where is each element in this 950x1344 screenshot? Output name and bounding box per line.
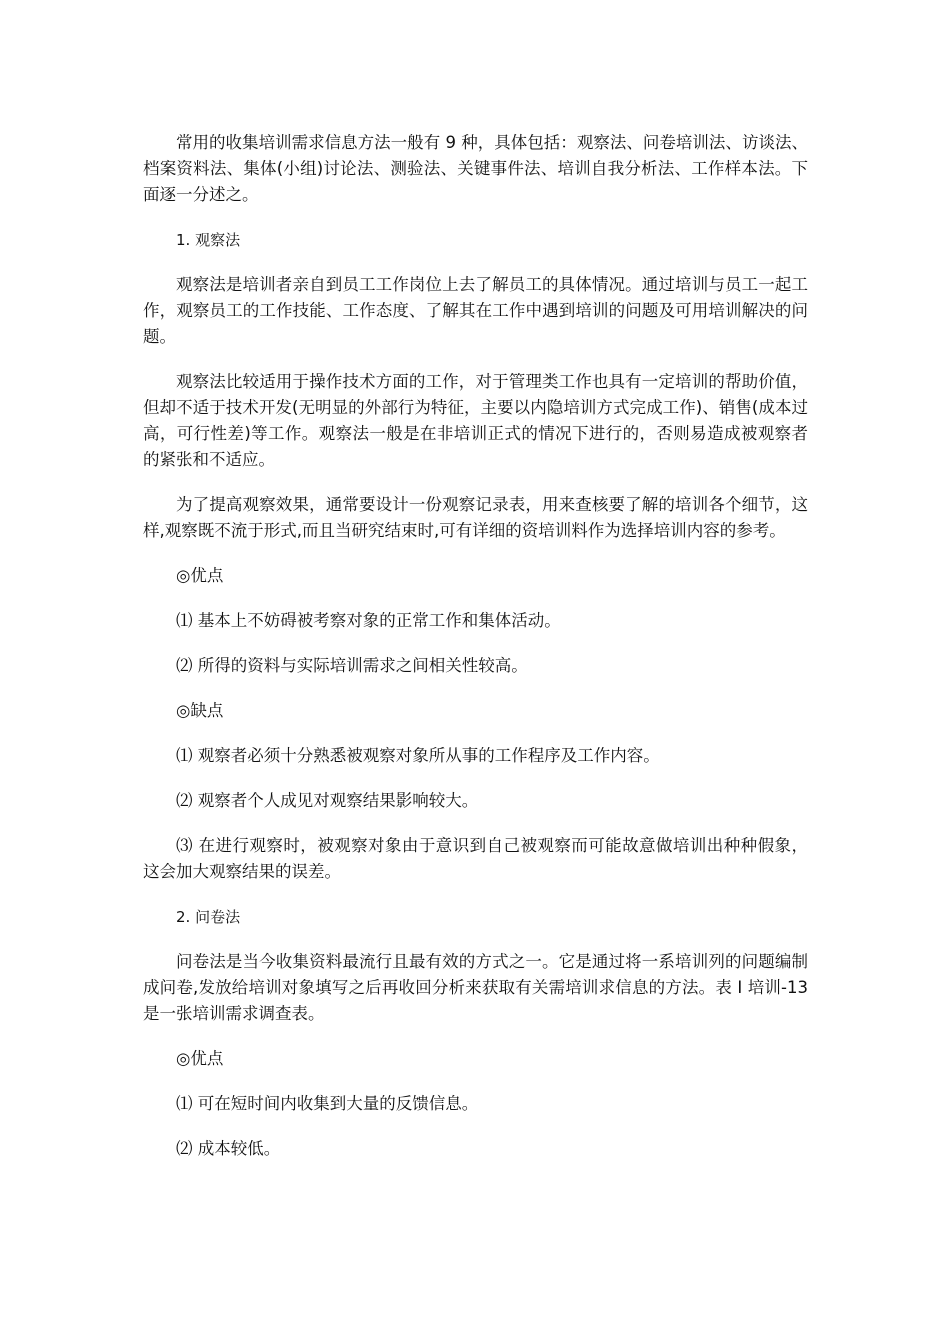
questionnaire-pro-1: ⑴ 可在短时间内收集到大量的反馈信息。 (176, 1094, 479, 1113)
questionnaire-pros-title: ◎优点 (176, 1049, 224, 1068)
questionnaire-pro-2: ⑵ 成本较低。 (176, 1139, 281, 1158)
observation-pro-1: ⑴ 基本上不妨碍被考察对象的正常工作和集体活动。 (176, 611, 561, 630)
observation-paragraph-1: 观察法是培训者亲自到员工工作岗位上去了解员工的具体情况。通过培训与员工一起工作，观察员工的工作技能、工作态度、了解其在工作中遇到培训的问题及可用培训解决的问题。 (143, 275, 808, 346)
observation-pro-2: ⑵ 所得的资料与实际培训需求之间相关性较高。 (176, 656, 528, 675)
document-page (143, 130, 808, 1181)
observation-cons-title: ◎缺点 (176, 701, 224, 720)
observation-con-2: ⑵ 观察者个人成见对观察结果影响较大。 (176, 791, 479, 810)
observation-con-1: ⑴ 观察者必须十分熟悉被观察对象所从事的工作程序及工作内容。 (176, 746, 660, 765)
observation-paragraph-3: 为了提高观察效果，通常要设计一份观察记录表，用来查核要了解的培训各个细节，这样,观察既不流于形式,而且当研究结束时,可有详细的资培训料作为选择培训内容的参考。 (143, 495, 808, 540)
observation-con-3: ⑶ 在进行观察时，被观察对象由于意识到自己被观察而可能故意做培训出种种假象，这会加大观察结果的误差。 (143, 836, 808, 881)
observation-pros-title: ◎优点 (176, 566, 224, 585)
intro-paragraph: 常用的收集培训需求信息方法一般有 9 种，具体包括：观察法、问卷培训法、访谈法、档案资料法、集体(小组)讨论法、测验法、关键事件法、培训自我分析法、工作样本法。下面逐一分述之。 (143, 133, 808, 204)
questionnaire-paragraph-1: 问卷法是当今收集资料最流行且最有效的方式之一。它是通过将一系培训列的问题编制成问卷,发放给培训对象填写之后再收回分析来获取有关需培训求信息的方法。表 I 培训-13 是一张培训需求调查表。 (143, 952, 808, 1023)
observation-paragraph-2: 观察法比较适用于操作技术方面的工作，对于管理类工作也具有一定培训的帮助价值，但却不适于技术开发(无明显的外部行为特征，主要以内隐培训方式完成工作)、销售(成本过高，可行性差)等工作。观察法一般是在非培训正式的情况下进行的，否则易造成被观察者的紧张和不适应。 (143, 372, 808, 469)
section-heading-observation: 1. 观察法 (176, 231, 241, 249)
section-heading-questionnaire: 2. 问卷法 (176, 908, 241, 926)
